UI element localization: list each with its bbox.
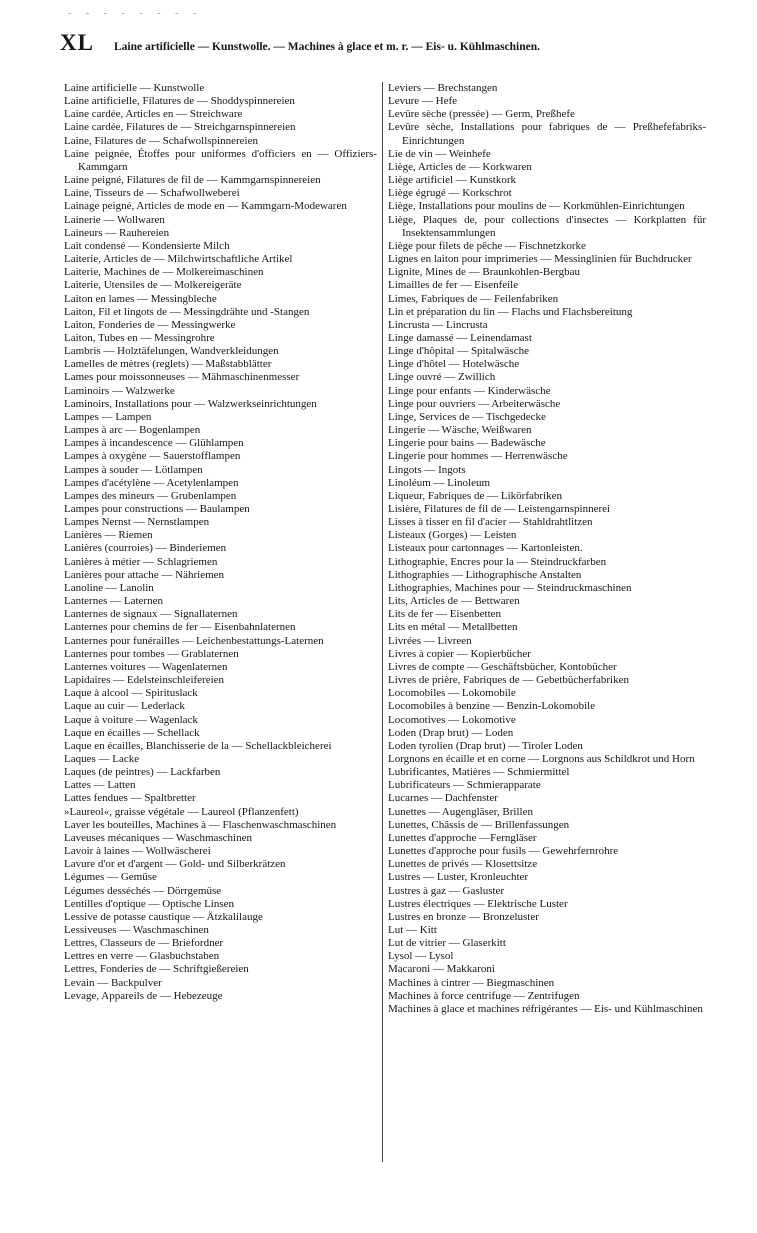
index-entry: Laiton, Fonderies de — Messingwerke — [64, 318, 236, 331]
index-entry: Lanternes pour tombes — Grablaternen — [64, 647, 239, 660]
index-entry: Lunettes d'approche —Ferngläser — [388, 831, 537, 844]
index-columns — [64, 82, 706, 1217]
index-entry: Lingots — Ingots — [388, 463, 466, 476]
index-entry: Levain — Backpulver — [64, 976, 162, 989]
index-entry: Lampes — Lampen — [64, 410, 152, 423]
index-entry: Lanières — Riemen — [64, 529, 153, 542]
index-entry: Lisses à tisser en fil d'acier — Stahldrahtlitzen — [388, 516, 593, 529]
index-entry: Lignes en laiton pour imprimeries — Messinglinien für Buchdrucker — [388, 253, 692, 266]
index-entry: Lessive de potasse caustique — Ätzkalilauge — [64, 910, 263, 923]
index-entry: Lut de vitrier — Glaserkitt — [388, 937, 506, 950]
index-entry: Lavoir à laines — Wollwäscherei — [64, 845, 211, 858]
index-entry: Locomobiles — Lokomobile — [388, 687, 516, 700]
index-entry: Linge pour ouvriers — Arbeiterwäsche — [388, 397, 561, 410]
index-entry: Lainage peigné, Articles de mode en — Kammgarn-Modewaren — [64, 200, 347, 213]
index-entry: Lessiveuses — Waschmaschinen — [64, 924, 209, 936]
index-entry: Liège, Installations pour moulins de — Korkmühlen-Einrichtungen — [388, 200, 685, 213]
index-entry: Lanternes de signaux — Signallaternen — [64, 608, 238, 621]
index-entry: Lunettes de privés — Klosettsitze — [388, 858, 538, 871]
index-entry: Limailles de fer — Eisenfeile — [388, 279, 519, 292]
index-entry: Laque à voiture — Wagenlack — [64, 713, 198, 726]
index-entry: Lithographie, Encres pour la — Steindruckfarben — [388, 555, 607, 568]
index-entry: Laque en écailles, Blanchisserie de la — Schellackbleicherei — [64, 739, 332, 752]
index-entry: Liège artificiel — Kunstkork — [388, 174, 516, 187]
index-entry: Linge ouvré — Zwillich — [388, 371, 496, 384]
index-entry: Laine cardée, Articles en — Streichware — [64, 108, 243, 121]
index-entry: Lingerie pour hommes — Herrenwäsche — [388, 450, 568, 463]
index-entry: Levage, Appareils de — Hebezeuge — [64, 989, 223, 1002]
index-entry: Laver les bouteilles, Machines à — Flaschenwaschmaschinen — [64, 818, 337, 831]
index-entry: Levûre sèche (pressée) — Germ, Preßhefe — [388, 108, 575, 121]
index-entry: Lambris — Holztäfelungen, Wandverkleidungen — [64, 345, 279, 358]
index-entry: Listeaux pour cartonnages — Kartonleisten. — [388, 542, 583, 555]
index-entry: Lucarnes — Dachfenster — [388, 792, 498, 805]
index-entry: Lampes à souder — Lötlampen — [64, 463, 203, 476]
left-column — [64, 82, 377, 1217]
index-entry: Lut — Kitt — [388, 924, 437, 936]
index-entry: Liège, Plaques de, pour collections d'insectes — Korkplatten für Insektensammlungen — [388, 213, 706, 239]
index-entry: Loden tyrolien (Drap brut) — Tiroler Loden — [388, 739, 583, 752]
index-entry: Leviers — Brechstangen — [388, 82, 498, 94]
index-entry: Linge, Services de — Tischgedecke — [388, 410, 546, 423]
index-entry: Laiton, Fil et lingots de — Messingdrähte und -Stangen — [64, 305, 310, 318]
index-entry: Liège pour filets de pêche — Fischnetzkorke — [388, 239, 586, 252]
index-entry: Lustres électriques — Elektrische Luster — [388, 897, 568, 910]
index-entry: Linge d'hôpital — Spitalwäsche — [388, 345, 529, 358]
index-entry: Linge damassé — Leinendamast — [388, 331, 532, 344]
index-entry: Lubrificantes, Matières — Schmiermittel — [388, 766, 570, 779]
index-entry: Lustres en bronze — Bronzeluster — [388, 910, 539, 923]
index-entry: Laine, Tisseurs de — Schafwollweberei — [64, 187, 240, 200]
index-entry: Lits de fer — Eisenbetten — [388, 608, 502, 621]
index-entry: Légumes — Gemüse — [64, 871, 157, 884]
index-entry: Levure — Hefe — [388, 95, 458, 108]
index-entry: Levûre sèche, Installations pour fabriques de — Preßhefefabriks-Einrichtungen — [388, 121, 706, 147]
index-entry: Laine artificielle — Kunstwolle — [64, 82, 205, 94]
index-entry: Lin et préparation du lin — Flachs und Flachsbereitung — [388, 305, 633, 318]
index-entry: Listeaux (Gorges) — Leisten — [388, 529, 517, 542]
index-entry: Lysol — Lysol — [388, 950, 454, 963]
index-entry: Lustres — Luster, Kronleuchter — [388, 871, 529, 884]
index-entry: Lampes à oxygène — Sauerstofflampen — [64, 450, 241, 463]
right-column — [388, 82, 706, 1217]
index-entry: Laine peigné, Filatures de fil de — Kammgarnspinnereien — [64, 174, 321, 187]
index-entry: Lits, Articles de — Bettwaren — [388, 595, 520, 608]
index-entry: Lampes des mineurs — Grubenlampen — [64, 489, 237, 502]
top-margin-marks: - - - - - - - - — [68, 8, 203, 19]
index-entry: Laques — Lacke — [64, 752, 140, 765]
index-entry: Lanternes voitures — Wagenlaternen — [64, 660, 228, 673]
index-entry: Lanternes pour funérailles — Leichenbestattungs-Laternen — [64, 634, 324, 647]
index-entry: Laineurs — Rauhereien — [64, 226, 170, 239]
running-title: Laine artificielle — Kunstwolle. — Machines à glace et m. r. — Eis- u. Kühlmaschinen. — [114, 41, 541, 53]
index-entry: Lanternes pour chemins de fer — Eisenbahnlaternen — [64, 621, 296, 634]
index-entry: Lampes à arc — Bogenlampen — [64, 424, 201, 437]
index-entry: Laine cardée, Filatures de — Streichgarnspinnereien — [64, 121, 296, 134]
index-entry: Lithographies — Lithographische Anstalten — [388, 568, 582, 581]
index-entry: Lettres, Classeurs de — Briefordner — [64, 937, 224, 950]
index-entry: Liège, Articles de — Korkwaren — [388, 160, 532, 173]
index-entry: Locomotives — Lokomotive — [388, 713, 516, 726]
index-entry: Lavure d'or et d'argent — Gold- und Silberkrätzen — [64, 858, 286, 871]
page-header — [60, 30, 702, 60]
index-entry: Livres de compte — Geschäftsbücher, Kontobücher — [388, 660, 617, 673]
index-entry: Lithographies, Machines pour — Steindruckmaschinen — [388, 581, 632, 594]
page-number: XL — [60, 30, 94, 55]
index-entry: Laminoirs — Walzwerke — [64, 384, 175, 397]
index-entry: Laque au cuir — Lederlack — [64, 700, 185, 713]
index-entry: Machines à glace et machines réfrigérantes — Eis- und Kühlmaschinen — [388, 1002, 703, 1015]
index-entry: Locomobiles à benzine — Benzin-Lokomobile — [388, 700, 596, 713]
index-entry: Machines à force centrifuge — Zentrifugen — [388, 989, 580, 1002]
index-entry: Lampes pour constructions — Baulampen — [64, 503, 250, 515]
index-entry: Liqueur, Fabriques de — Likörfabriken — [388, 489, 562, 502]
index-entry: Lentilles d'optique — Optische Linsen — [64, 897, 235, 910]
index-entry: Lait condensé — Kondensierte Milch — [64, 239, 230, 252]
index-entry: Limes, Fabriques de — Feilenfabriken — [388, 292, 559, 305]
index-entry: Laine peignée, Étoffes pour uniformes d'officiers en — Offiziers-Kammgarn — [64, 147, 377, 173]
index-entry: Linge d'hôtel — Hotelwäsche — [388, 358, 520, 371]
index-entry: Lanières (courroies) — Binderiemen — [64, 542, 227, 555]
index-entry: Laiterie, Utensiles de — Molkereigeräte — [64, 279, 242, 292]
index-entry: Loden (Drap brut) — Loden — [388, 726, 514, 739]
index-entry: Laques (de peintres) — Lackfarben — [64, 766, 221, 779]
index-entry: Lunettes, Châssis de — Brillenfassungen — [388, 818, 570, 831]
index-entry: Lainerie — Wollwaren — [64, 213, 165, 226]
index-entry: Lunettes d'approche pour fusils — Gewehrfernrohre — [388, 845, 619, 858]
index-entry: Lamelles de mètres (reglets) — Maßstabblätter — [64, 358, 272, 371]
index-entry: Laveuses mécaniques — Waschmaschinen — [64, 831, 252, 844]
index-entry: Lapidaires — Edelsteinschleifereien — [64, 674, 225, 687]
index-entry: Linoléum — Linoleum — [388, 476, 491, 489]
index-entry: Lanoline — Lanolin — [64, 581, 154, 594]
index-entry: Lettres en verre — Glasbuchstaben — [64, 950, 220, 963]
index-entry: Lampes d'acétylène — Acetylenlampen — [64, 476, 239, 489]
index-entry: Laiton en lames — Messingbleche — [64, 292, 217, 305]
index-entry: Laminoirs, Installations pour — Walzwerkseinrichtungen — [64, 397, 317, 410]
index-entry: Lanternes — Laternen — [64, 595, 163, 608]
index-entry: »Laureol«, graisse végétale — Laureol (Pflanzenfett) — [64, 805, 299, 818]
index-entry: Lanières à métier — Schlagriemen — [64, 555, 218, 568]
index-entry: Lanières pour attache — Nähriemen — [64, 568, 225, 581]
index-entry: Macaroni — Makkaroni — [388, 963, 495, 976]
index-entry: Lunettes — Augengläser, Brillen — [388, 805, 533, 818]
index-entry: Lisière, Filatures de fil de — Leistengarnspinnerei — [388, 503, 611, 515]
index-entry: Lignite, Mines de — Braunkohlen-Bergbau — [388, 266, 580, 279]
index-entry: Lettres, Fonderies de — Schriftgießereien — [64, 963, 249, 976]
index-entry: Légumes desséchés — Dörrgemüse — [64, 884, 222, 897]
index-entry: Lustres à gaz — Gasluster — [388, 884, 505, 897]
index-entry: Lampes Nernst — Nernstlampen — [64, 516, 210, 529]
index-entry: Linge pour enfants — Kinderwäsche — [388, 384, 551, 397]
index-entry: Lingerie — Wäsche, Weißwaren — [388, 424, 532, 437]
index-entry: Lubrificateurs — Schmierapparate — [388, 779, 541, 792]
index-entry: Laque en écailles — Schellack — [64, 726, 200, 739]
column-divider — [382, 82, 383, 1162]
index-entry: Laiterie, Machines de — Molkereimaschinen — [64, 266, 264, 279]
index-entry: Liège égrugé — Korkschrot — [388, 187, 512, 200]
index-entry: Lattes fendues — Spaltbretter — [64, 792, 196, 805]
index-entry: Livres à copier — Kopierbücher — [388, 647, 531, 660]
index-entry: Lits en métal — Metallbetten — [388, 621, 518, 634]
index-entry: Lampes à incandescence — Glühlampen — [64, 437, 244, 450]
index-entry: Laiterie, Articles de — Milchwirtschaftliche Artikel — [64, 253, 293, 266]
index-entry: Laine, Filatures de — Schafwollspinnereien — [64, 134, 258, 147]
index-entry: Laine artificielle, Filatures de — Shoddyspinnereien — [64, 95, 295, 108]
index-entry: Lattes — Latten — [64, 779, 136, 792]
index-entry: Laiton, Tubes en — Messingrohre — [64, 331, 215, 344]
index-entry: Laque à alcool — Spirituslack — [64, 687, 198, 700]
index-entry: Lie de vin — Weinhefe — [388, 147, 491, 160]
index-entry: Lorgnons en écaille et en corne — Lorgnons aus Schildkrot und Horn — [388, 752, 695, 765]
index-entry: Lingerie pour bains — Badewäsche — [388, 437, 546, 450]
index-entry: Machines à cintrer — Biegmaschinen — [388, 976, 555, 989]
index-entry: Lincrusta — Lincrusta — [388, 318, 488, 331]
index-entry: Livrées — Livreen — [388, 634, 472, 647]
index-entry: Livres de prière, Fabriques de — Gebetbücherfabriken — [388, 674, 629, 687]
index-entry: Lames pour moissonneuses — Mähmaschinenmesser — [64, 371, 300, 384]
